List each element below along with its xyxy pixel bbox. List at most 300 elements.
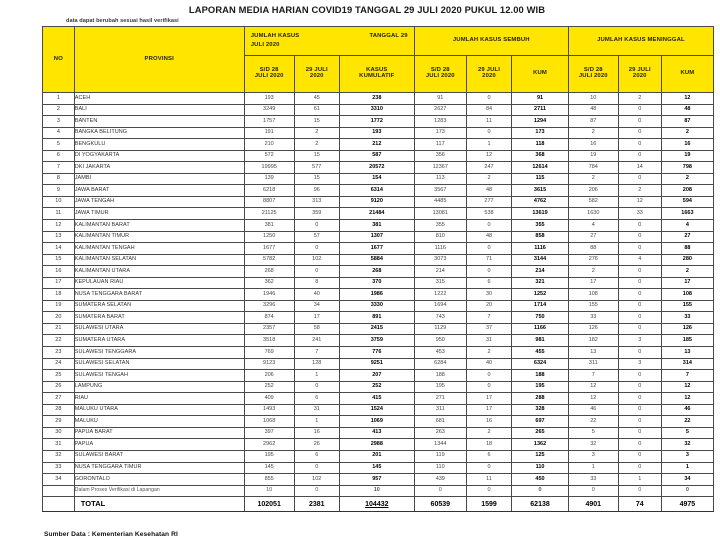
cell-k_kum: 370 [339, 277, 414, 289]
cell-no: 1 [43, 93, 75, 105]
cell-m_kum: 22 [661, 416, 713, 428]
cell-k_29: 0 [294, 485, 339, 497]
cell-s_sd: 950 [414, 335, 466, 347]
cell-s_29: 0 [466, 485, 511, 497]
total-cell-no [43, 497, 75, 512]
cell-s_sd: 1283 [414, 116, 466, 128]
cell-m_29: 12 [618, 196, 661, 208]
header-provinsi: PROVINSI [74, 27, 244, 93]
cell-m_sd: 27 [568, 231, 618, 243]
cell-k_sd: 1493 [244, 404, 294, 416]
table-row [43, 185, 714, 197]
cell-s_kum: 265 [512, 427, 569, 439]
cell-k_sd: 1757 [244, 116, 294, 128]
cell-m_sd: 1 [568, 462, 618, 474]
cell-s_kum: 188 [512, 370, 569, 382]
table-row [43, 243, 714, 255]
cell-s_sd: 117 [414, 139, 466, 151]
cell-m_kum: 1 [661, 462, 713, 474]
cell-m_29: 0 [618, 323, 661, 335]
cell-s_sd: 113 [414, 173, 466, 185]
cell-m_29: 0 [618, 173, 661, 185]
cell-s_sd: 3073 [414, 254, 466, 266]
cell-s_sd: 356 [414, 150, 466, 162]
cell-no [43, 485, 75, 497]
cell-provinsi: SUMATERA BARAT [74, 312, 244, 324]
cell-s_sd: 1222 [414, 289, 466, 301]
cell-no: 26 [43, 381, 75, 393]
cell-no: 34 [43, 474, 75, 486]
cell-k_sd: 3296 [244, 300, 294, 312]
cell-provinsi: KALIMANTAN TIMUR [74, 231, 244, 243]
cell-m_29: 3 [618, 358, 661, 370]
cell-m_sd: 582 [568, 196, 618, 208]
total-cell-m_sd: 4901 [568, 497, 618, 512]
cell-k_sd: 193 [244, 93, 294, 105]
cell-k_sd: 19995 [244, 162, 294, 174]
cell-provinsi: MALUKU [74, 416, 244, 428]
header-sembuh-29-line2: 2020 [482, 73, 496, 79]
cell-s_29: 0 [466, 462, 511, 474]
cell-m_sd: 13 [568, 347, 618, 359]
cell-k_29: 61 [294, 104, 339, 116]
cell-s_sd: 110 [414, 462, 466, 474]
cell-no: 5 [43, 139, 75, 151]
cell-s_sd: 3567 [414, 185, 466, 197]
cell-k_29: 0 [294, 462, 339, 474]
header-kasus-kumulatif [339, 56, 414, 93]
cell-provinsi: BENGKULU [74, 139, 244, 151]
cell-k_kum: 415 [339, 393, 414, 405]
cell-s_kum: 1166 [512, 323, 569, 335]
cell-m_sd: 1630 [568, 208, 618, 220]
cell-m_29: 0 [618, 381, 661, 393]
cell-s_sd: 681 [414, 416, 466, 428]
header-meninggal-sd-line2: JULI 2020 [578, 73, 608, 79]
cell-s_29: 17 [466, 393, 511, 405]
cell-no: 18 [43, 289, 75, 301]
cell-k_sd: 3249 [244, 104, 294, 116]
cell-s_29: 48 [466, 231, 511, 243]
cell-provinsi: BANTEN [74, 116, 244, 128]
cell-no: 14 [43, 243, 75, 255]
cell-provinsi: SULAWESI BARAT [74, 450, 244, 462]
cell-m_kum: 7 [661, 370, 713, 382]
cell-k_29: 96 [294, 185, 339, 197]
cell-s_sd: 1116 [414, 243, 466, 255]
cell-k_sd: 381 [244, 220, 294, 232]
cell-m_kum: 155 [661, 300, 713, 312]
cell-m_kum: 314 [661, 358, 713, 370]
cell-s_kum: 13619 [512, 208, 569, 220]
header-meninggal-29-line1: 29 JULI [628, 67, 651, 74]
report-page [0, 4, 720, 547]
cell-k_kum: 21484 [339, 208, 414, 220]
cell-m_sd: 12 [568, 381, 618, 393]
cell-k_kum: 587 [339, 150, 414, 162]
verification-note: data dapat berubah sesuai hasil verifikasi [66, 18, 179, 24]
cell-m_29: 14 [618, 162, 661, 174]
cell-k_kum: 3759 [339, 335, 414, 347]
cell-s_sd: 119 [414, 450, 466, 462]
cell-s_kum: 4762 [512, 196, 569, 208]
cell-s_29: 0 [466, 220, 511, 232]
cell-m_kum: 17 [661, 277, 713, 289]
cell-no: 31 [43, 439, 75, 451]
cell-s_29: 0 [466, 243, 511, 255]
cell-provinsi: PAPUA BARAT [74, 427, 244, 439]
cell-s_sd: 6284 [414, 358, 466, 370]
cell-m_sd: 311 [568, 358, 618, 370]
cell-k_29: 6 [294, 393, 339, 405]
cell-k_kum: 776 [339, 347, 414, 359]
header-meninggal-29 [618, 56, 661, 93]
cell-no: 19 [43, 300, 75, 312]
table-row [43, 358, 714, 370]
covid-report-table [42, 26, 714, 512]
cell-s_sd: 453 [414, 347, 466, 359]
cell-m_kum: 4 [661, 220, 713, 232]
cell-k_kum: 413 [339, 427, 414, 439]
cell-no: 33 [43, 462, 75, 474]
cell-k_sd: 409 [244, 393, 294, 405]
cell-s_29: 0 [466, 127, 511, 139]
total-cell-provinsi: TOTAL [74, 497, 244, 512]
cell-k_29: 57 [294, 231, 339, 243]
cell-provinsi: SULAWESI TENGAH [74, 370, 244, 382]
cell-s_29: 277 [466, 196, 511, 208]
cell-m_sd: 276 [568, 254, 618, 266]
cell-k_29: 0 [294, 266, 339, 278]
cell-m_29: 0 [618, 277, 661, 289]
cell-provinsi: NUSA TENGGARA TIMUR [74, 462, 244, 474]
cell-s_29: 48 [466, 185, 511, 197]
cell-s_sd: 2627 [414, 104, 466, 116]
cell-provinsi: JAWA TIMUR [74, 208, 244, 220]
cell-s_29: 1 [466, 139, 511, 151]
table-row [43, 474, 714, 486]
cell-k_kum: 957 [339, 474, 414, 486]
table-row [43, 416, 714, 428]
cell-k_29: 2 [294, 127, 339, 139]
total-cell-s_sd: 60539 [414, 497, 466, 512]
cell-k_sd: 1250 [244, 231, 294, 243]
cell-m_29: 0 [618, 139, 661, 151]
cell-m_29: 4 [618, 254, 661, 266]
cell-m_kum: 13 [661, 347, 713, 359]
table-row [43, 266, 714, 278]
cell-k_29: 26 [294, 439, 339, 451]
cell-s_sd: 12367 [414, 162, 466, 174]
cell-s_kum: 91 [512, 93, 569, 105]
cell-s_sd: 263 [414, 427, 466, 439]
header-kasus-sd [244, 56, 294, 93]
cell-s_kum: 697 [512, 416, 569, 428]
cell-s_sd: 355 [414, 220, 466, 232]
cell-no: 8 [43, 173, 75, 185]
cell-m_kum: 88 [661, 243, 713, 255]
cell-provinsi: BANGKA BELITUNG [74, 127, 244, 139]
cell-k_29: 0 [294, 381, 339, 393]
cell-no: 15 [43, 254, 75, 266]
cell-provinsi: SUMATERA UTARA [74, 335, 244, 347]
cell-s_29: 0 [466, 370, 511, 382]
cell-m_29: 0 [618, 150, 661, 162]
cell-s_sd: 1344 [414, 439, 466, 451]
cell-k_kum: 212 [339, 139, 414, 151]
cell-no: 29 [43, 416, 75, 428]
cell-provinsi: MALUKU UTARA [74, 404, 244, 416]
cell-k_sd: 252 [244, 381, 294, 393]
cell-m_sd: 2 [568, 127, 618, 139]
cell-k_29: 1 [294, 370, 339, 382]
cell-m_29: 0 [618, 347, 661, 359]
table-header [43, 27, 714, 93]
cell-k_sd: 139 [244, 173, 294, 185]
cell-s_29: 30 [466, 289, 511, 301]
cell-m_29: 0 [618, 104, 661, 116]
cell-provinsi: DKI JAKARTA [74, 162, 244, 174]
cell-m_29: 0 [618, 289, 661, 301]
cell-k_29: 45 [294, 93, 339, 105]
table-row [43, 393, 714, 405]
cell-m_kum: 12 [661, 381, 713, 393]
cell-no: 6 [43, 150, 75, 162]
cell-provinsi: KEPULAUAN RIAU [74, 277, 244, 289]
header-kasus-sd-line2: JULI 2020 [254, 73, 284, 79]
cell-m_kum: 185 [661, 335, 713, 347]
cell-s_kum: 6324 [512, 358, 569, 370]
cell-s_sd: 4485 [414, 196, 466, 208]
cell-k_sd: 855 [244, 474, 294, 486]
cell-m_sd: 784 [568, 162, 618, 174]
cell-k_kum: 1069 [339, 416, 414, 428]
cell-s_kum: 3615 [512, 185, 569, 197]
cell-provinsi: LAMPUNG [74, 381, 244, 393]
cell-k_sd: 268 [244, 266, 294, 278]
cell-m_sd: 126 [568, 323, 618, 335]
cell-m_29: 0 [618, 427, 661, 439]
cell-k_sd: 397 [244, 427, 294, 439]
cell-m_kum: 2 [661, 266, 713, 278]
table-row [43, 150, 714, 162]
cell-m_sd: 22 [568, 416, 618, 428]
cell-k_sd: 6218 [244, 185, 294, 197]
table-row [43, 254, 714, 266]
cell-m_kum: 32 [661, 439, 713, 451]
cell-s_29: 2 [466, 173, 511, 185]
cell-m_kum: 12 [661, 393, 713, 405]
cell-k_kum: 154 [339, 173, 414, 185]
table-row [43, 335, 714, 347]
table-row [43, 347, 714, 359]
cell-s_kum: 214 [512, 266, 569, 278]
header-meninggal-sd [568, 56, 618, 93]
cell-m_29: 0 [618, 450, 661, 462]
cell-k_29: 58 [294, 323, 339, 335]
cell-m_kum: 19 [661, 150, 713, 162]
cell-m_29: 0 [618, 485, 661, 497]
cell-no: 17 [43, 277, 75, 289]
cell-k_kum: 3310 [339, 104, 414, 116]
cell-k_sd: 1946 [244, 289, 294, 301]
cell-s_sd: 439 [414, 474, 466, 486]
cell-k_29: 0 [294, 220, 339, 232]
cell-m_kum: 1663 [661, 208, 713, 220]
header-meninggal-29-line2: 2020 [632, 73, 647, 79]
cell-provinsi: KALIMANTAN UTARA [74, 266, 244, 278]
table-row [43, 300, 714, 312]
cell-m_sd: 16 [568, 139, 618, 151]
cell-m_sd: 182 [568, 335, 618, 347]
cell-s_29: 17 [466, 404, 511, 416]
cell-m_sd: 2 [568, 266, 618, 278]
cell-m_kum: 48 [661, 104, 713, 116]
cell-s_29: 0 [466, 381, 511, 393]
cell-m_sd: 12 [568, 393, 618, 405]
cell-k_kum: 1524 [339, 404, 414, 416]
cell-k_kum: 381 [339, 220, 414, 232]
table-row [43, 277, 714, 289]
cell-k_kum: 6314 [339, 185, 414, 197]
cell-k_sd: 874 [244, 312, 294, 324]
cell-m_sd: 2 [568, 173, 618, 185]
cell-provinsi: SULAWESI TENGGARA [74, 347, 244, 359]
cell-k_29: 15 [294, 150, 339, 162]
header-kumulatif-line1: KASUS [366, 67, 388, 74]
header-group-kasus [244, 27, 414, 56]
cell-provinsi: NUSA TENGGARA BARAT [74, 289, 244, 301]
cell-m_sd: 33 [568, 312, 618, 324]
cell-k_29: 31 [294, 404, 339, 416]
cell-provinsi: GORONTALO [74, 474, 244, 486]
cell-m_kum: 34 [661, 474, 713, 486]
cell-s_29: 2 [466, 347, 511, 359]
cell-provinsi: ACEH [74, 93, 244, 105]
cell-k_kum: 20572 [339, 162, 414, 174]
cell-k_29: 40 [294, 289, 339, 301]
cell-s_kum: 981 [512, 335, 569, 347]
table-row [43, 485, 714, 497]
cell-no: 30 [43, 427, 75, 439]
cell-k_29: 2 [294, 139, 339, 151]
cell-m_29: 0 [618, 266, 661, 278]
cell-s_29: 6 [466, 277, 511, 289]
header-kasus-line2: JULI 2020 [250, 42, 280, 48]
total-cell-s_kum: 62138 [512, 497, 569, 512]
cell-k_sd: 10 [244, 485, 294, 497]
table-row [43, 116, 714, 128]
header-kumulatif-line2: KUMULATIF [359, 73, 395, 79]
table-row [43, 381, 714, 393]
cell-s_kum: 450 [512, 474, 569, 486]
cell-no: 4 [43, 127, 75, 139]
header-group-sembuh: JUMLAH KASUS SEMBUH [414, 27, 568, 56]
cell-no: 10 [43, 196, 75, 208]
cell-s_29: 37 [466, 323, 511, 335]
cell-no: 23 [43, 347, 75, 359]
cell-s_kum: 328 [512, 404, 569, 416]
total-cell-m_kum: 4975 [661, 497, 713, 512]
cell-k_kum: 252 [339, 381, 414, 393]
cell-no: 12 [43, 220, 75, 232]
cell-k_kum: 238 [339, 93, 414, 105]
page-title: LAPORAN MEDIA HARIAN COVID19 TANGGAL 29 JULI 2020 PUKUL 12.00 WIB [188, 4, 546, 15]
cell-s_29: 12 [466, 150, 511, 162]
table-row [43, 462, 714, 474]
cell-m_29: 0 [618, 439, 661, 451]
table-row [43, 220, 714, 232]
cell-s_sd: 315 [414, 277, 466, 289]
cell-m_sd: 88 [568, 243, 618, 255]
cell-no: 28 [43, 404, 75, 416]
cell-s_kum: 355 [512, 220, 569, 232]
header-group-kasus-left [251, 32, 300, 50]
cell-k_sd: 8807 [244, 196, 294, 208]
cell-k_29: 0 [294, 243, 339, 255]
cell-s_29: 40 [466, 358, 511, 370]
cell-k_29: 241 [294, 335, 339, 347]
cell-m_kum: 27 [661, 231, 713, 243]
cell-k_kum: 891 [339, 312, 414, 324]
total-cell-m_29: 74 [618, 497, 661, 512]
cell-m_kum: 16 [661, 139, 713, 151]
cell-s_29: 247 [466, 162, 511, 174]
cell-m_29: 0 [618, 404, 661, 416]
cell-m_29: 33 [618, 208, 661, 220]
cell-m_sd: 3 [568, 450, 618, 462]
cell-m_29: 0 [618, 220, 661, 232]
cell-m_kum: 0 [661, 485, 713, 497]
cell-k_29: 102 [294, 474, 339, 486]
cell-m_29: 0 [618, 231, 661, 243]
cell-k_29: 17 [294, 312, 339, 324]
cell-m_kum: 798 [661, 162, 713, 174]
cell-m_kum: 208 [661, 185, 713, 197]
cell-no: 2 [43, 104, 75, 116]
cell-s_29: 0 [466, 266, 511, 278]
cell-k_29: 128 [294, 358, 339, 370]
cell-m_29: 0 [618, 416, 661, 428]
cell-k_29: 16 [294, 427, 339, 439]
cell-provinsi: JAMBI [74, 173, 244, 185]
cell-no: 21 [43, 323, 75, 335]
cell-k_sd: 2962 [244, 439, 294, 451]
cell-no: 16 [43, 266, 75, 278]
cell-s_sd: 214 [414, 266, 466, 278]
cell-k_29: 577 [294, 162, 339, 174]
cell-m_sd: 10 [568, 93, 618, 105]
cell-k_sd: 362 [244, 277, 294, 289]
cell-provinsi: JAWA BARAT [74, 185, 244, 197]
cell-s_kum: 368 [512, 150, 569, 162]
header-kasus-29-line1: 29 JULI [305, 67, 328, 74]
cell-no: 20 [43, 312, 75, 324]
cell-m_sd: 32 [568, 439, 618, 451]
cell-s_kum: 2711 [512, 104, 569, 116]
cell-s_sd: 810 [414, 231, 466, 243]
cell-m_kum: 280 [661, 254, 713, 266]
cell-k_29: 6 [294, 450, 339, 462]
cell-s_kum: 288 [512, 393, 569, 405]
cell-m_kum: 108 [661, 289, 713, 301]
cell-m_29: 0 [618, 243, 661, 255]
header-sembuh-sd-line1: S/D 28 [430, 67, 450, 74]
cell-s_kum: 125 [512, 450, 569, 462]
cell-no: 13 [43, 231, 75, 243]
cell-m_kum: 2 [661, 127, 713, 139]
cell-provinsi: KALIMANTAN TENGAH [74, 243, 244, 255]
